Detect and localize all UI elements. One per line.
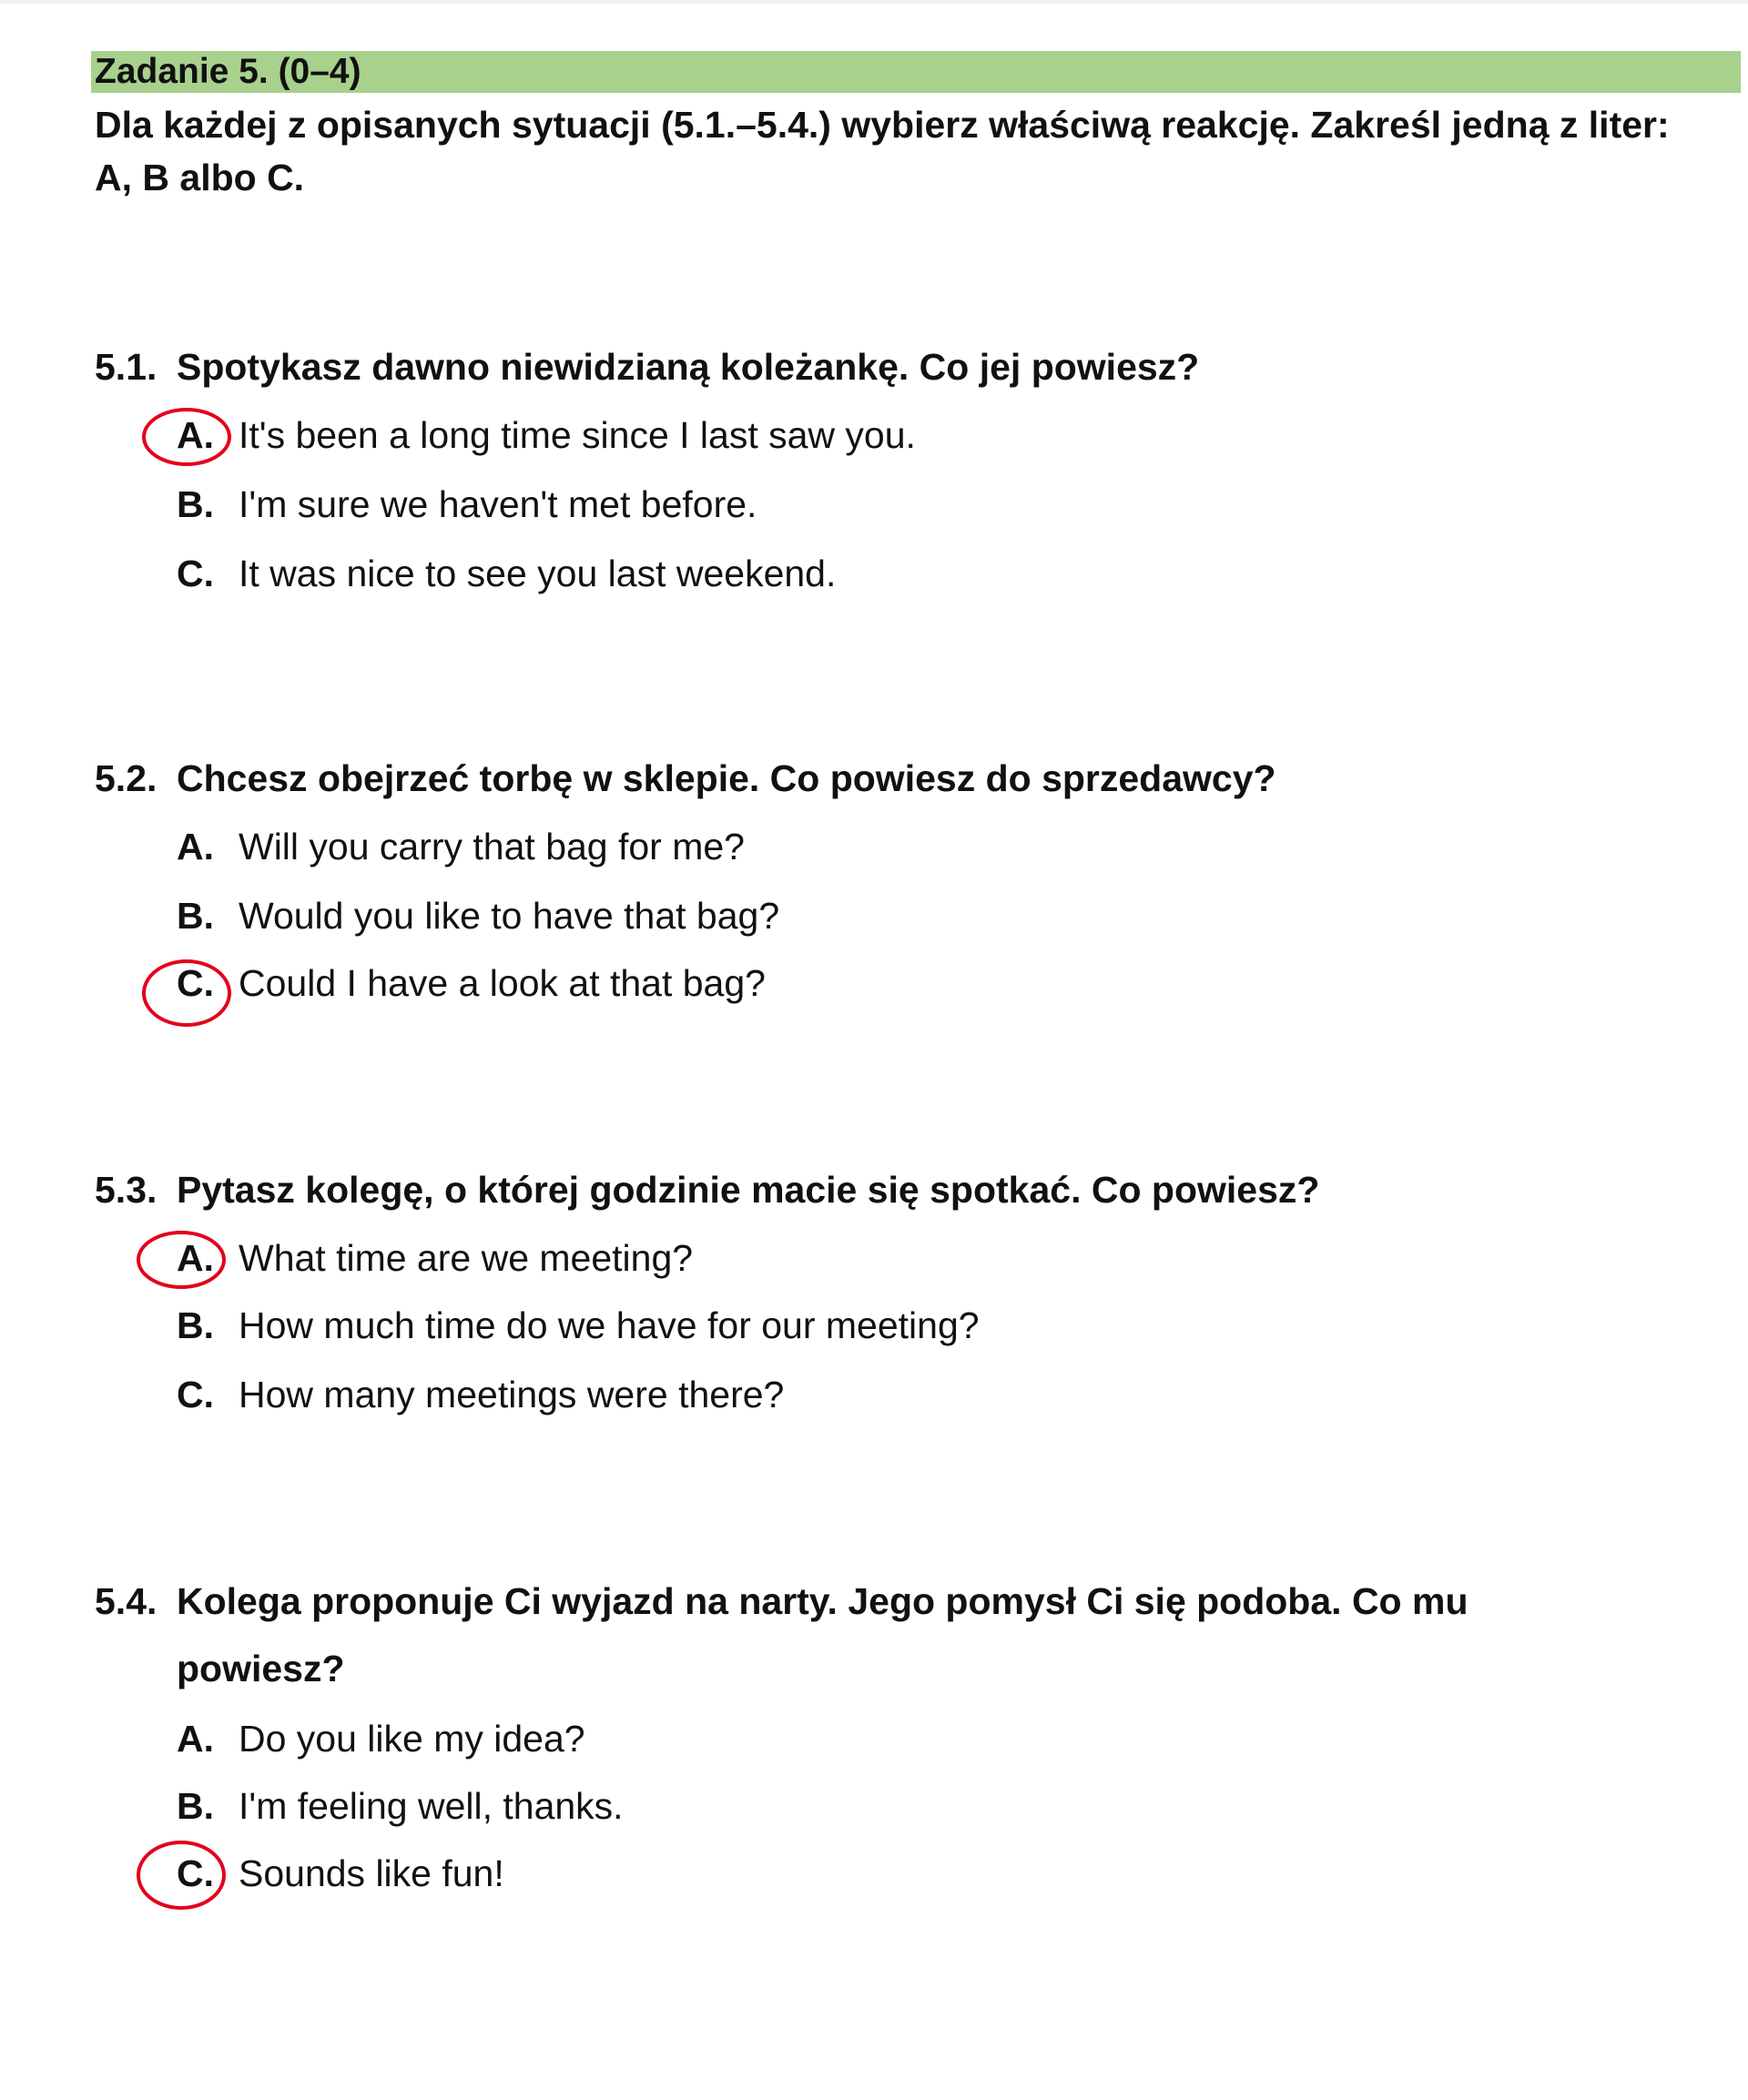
option-5-3-a[interactable] [177, 1231, 1542, 1285]
question-text: Kolega proponuje Ci wyjazd na narty. Jego pomysł Ci się podoba. Co mu powiesz? [177, 1580, 1469, 1689]
option-text: Could I have a look at that bag? [239, 962, 766, 1004]
option-5-1-c[interactable] [177, 546, 1542, 601]
option-5-1-a[interactable] [177, 408, 1542, 462]
option-5-4-c[interactable] [177, 1846, 1542, 1901]
question-number: 5.2. [95, 757, 158, 799]
option-text: How much time do we have for our meeting? [239, 1304, 980, 1346]
question-number: 5.1. [95, 346, 158, 388]
option-text: What time are we meeting? [239, 1237, 694, 1279]
option-letter: C. [177, 1852, 214, 1894]
option-text: Would you like to have that bag? [239, 895, 780, 937]
question-5-4 [95, 1567, 1597, 1702]
option-letter: C. [177, 1374, 214, 1415]
option-text: It was nice to see you last weekend. [239, 553, 837, 594]
option-5-3-c[interactable] [177, 1367, 1542, 1422]
question-5-1 [95, 333, 1642, 401]
option-text: Sounds like fun! [239, 1852, 504, 1894]
option-letter: B. [177, 895, 214, 937]
option-letter: C. [177, 962, 214, 1004]
option-text: It's been a long time since I last saw you. [239, 414, 916, 456]
option-letter: A. [177, 1718, 214, 1760]
option-letter: B. [177, 1785, 214, 1827]
option-text: Do you like my idea? [239, 1718, 585, 1760]
option-5-2-b[interactable] [177, 888, 1542, 943]
option-letter: A. [177, 826, 214, 867]
task-title: Zadanie 5. (0–4) [95, 52, 361, 91]
option-5-4-b[interactable] [177, 1779, 1542, 1833]
question-text: Pytasz kolegę, o której godzinie macie się spotkać. Co powiesz? [177, 1169, 1320, 1211]
option-letter: B. [177, 483, 214, 525]
option-letter: B. [177, 1304, 214, 1346]
option-letter: C. [177, 553, 214, 594]
option-letter: A. [177, 414, 214, 456]
option-text: Will you carry that bag for me? [239, 826, 745, 867]
option-letter: A. [177, 1237, 214, 1279]
option-text: I'm feeling well, thanks. [239, 1785, 624, 1827]
task-instruction: Dla każdej z opisanych sytuacji (5.1.–5.4.) wybierz właściwą reakcję. Zakreśl jedną z liter: A, B albo C. [95, 104, 1670, 198]
question-text: Spotykasz dawno niewidzianą koleżankę. Co jej powiesz? [177, 346, 1200, 388]
question-number: 5.4. [95, 1580, 158, 1622]
question-5-2 [95, 745, 1642, 812]
page-top-edge [0, 0, 1748, 4]
option-5-4-a[interactable] [177, 1711, 1542, 1766]
question-5-3 [95, 1156, 1642, 1223]
option-text: I'm sure we haven't met before. [239, 483, 757, 525]
option-5-1-b[interactable] [177, 477, 1542, 532]
option-text: How many meetings were there? [239, 1374, 785, 1415]
question-text: Chcesz obejrzeć torbę w sklepie. Co powiesz do sprzedawcy? [177, 757, 1276, 799]
option-5-2-c[interactable] [177, 956, 1542, 1010]
question-number: 5.3. [95, 1169, 158, 1211]
option-5-2-a[interactable] [177, 819, 1542, 874]
option-5-3-b[interactable] [177, 1298, 1542, 1353]
